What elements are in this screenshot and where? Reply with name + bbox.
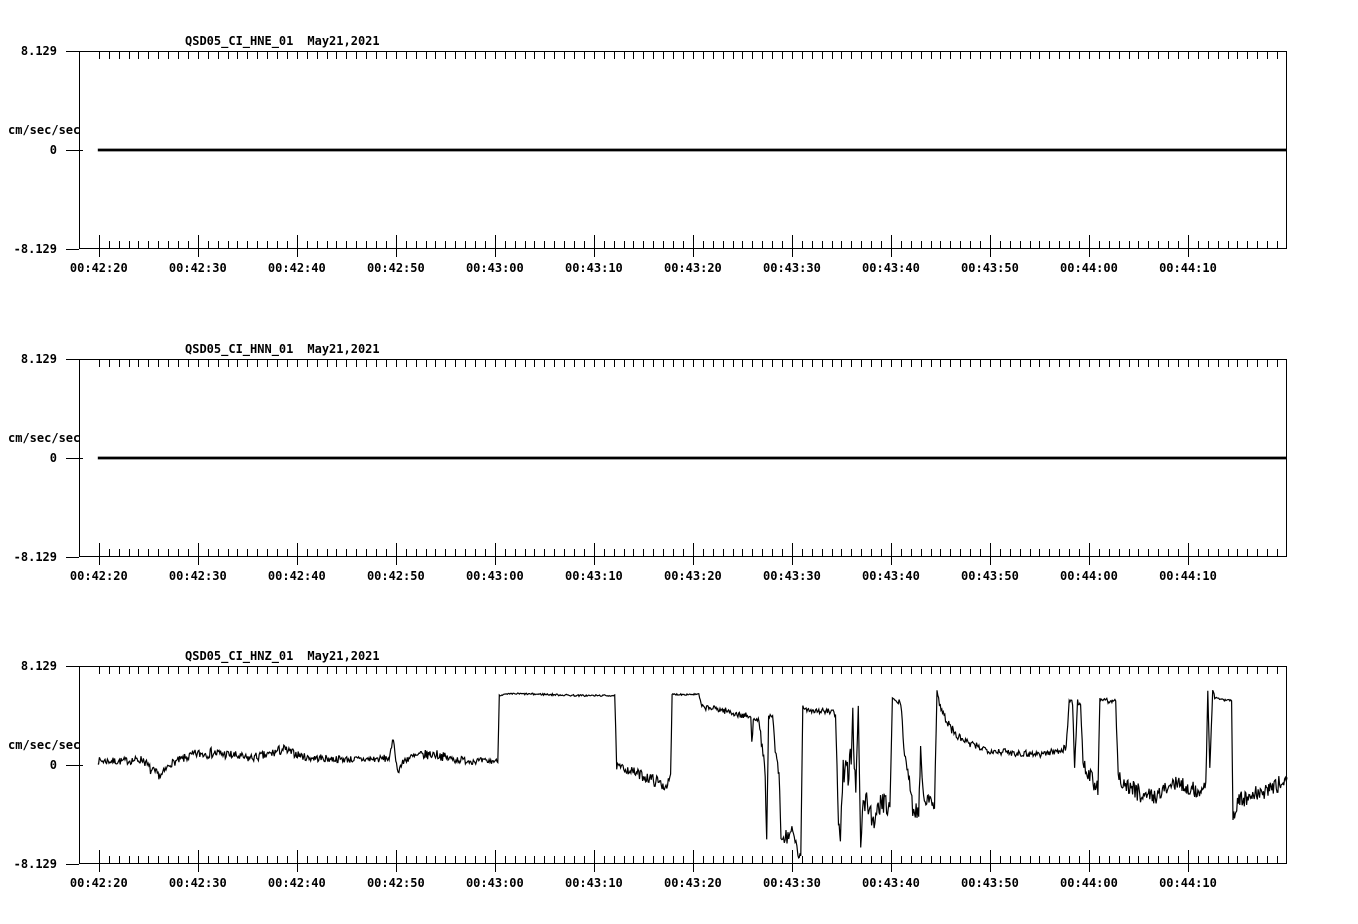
x-tick-label: 00:43:00 [465, 261, 524, 275]
y-axis-zero-label: 0 [49, 451, 57, 465]
x-tick-label: 00:43:10 [564, 569, 623, 583]
x-tick-label: 00:43:20 [663, 876, 722, 890]
x-tick-label: 00:44:10 [1159, 876, 1217, 890]
x-tick-label: 00:43:30 [763, 876, 821, 890]
x-tick-label: 00:42:40 [267, 569, 326, 583]
x-tick-label: 00:43:30 [763, 569, 821, 583]
x-tick-label: 00:43:10 [564, 876, 623, 890]
date-label: May21,2021 [307, 649, 380, 663]
x-tick-label: 00:43:50 [961, 876, 1019, 890]
y-axis-zero-label: 0 [49, 143, 57, 157]
x-tick-label: 00:44:00 [1060, 261, 1118, 275]
y-axis-unit-label: cm/sec/sec [8, 123, 81, 137]
panel-hnz [0, 649, 1358, 890]
x-tick-label: 00:42:50 [366, 876, 425, 890]
x-tick-label: 00:42:20 [69, 876, 128, 890]
x-tick-label: 00:43:00 [465, 569, 524, 583]
x-tick-label: 00:44:10 [1159, 261, 1217, 275]
x-tick-label: 00:43:50 [961, 261, 1019, 275]
x-tick-label: 00:42:20 [69, 261, 128, 275]
x-tick-label: 00:42:50 [366, 261, 425, 275]
panel-hnn [0, 342, 1358, 583]
x-tick-label: 00:43:20 [663, 261, 722, 275]
x-tick-label: 00:43:10 [564, 261, 623, 275]
x-tick-label: 00:43:50 [961, 569, 1019, 583]
x-tick-label: 00:44:00 [1060, 569, 1118, 583]
y-axis-min-label: -8.129 [13, 550, 57, 564]
y-axis-min-label: -8.129 [13, 242, 57, 256]
x-tick-label: 00:42:20 [69, 569, 128, 583]
x-tick-label: 00:43:40 [862, 876, 920, 890]
x-tick-label: 00:42:40 [267, 261, 326, 275]
date-label: May21,2021 [307, 342, 380, 356]
panel-hne-title [185, 34, 380, 48]
station-channel-label: QSD05_CI_HNE_01 [185, 34, 294, 48]
station-channel-label: QSD05_CI_HNZ_01 [185, 649, 294, 663]
y-axis-max-label: 8.129 [20, 659, 57, 673]
y-axis-min-label: -8.129 [13, 857, 57, 871]
x-tick-label: 00:42:30 [168, 569, 227, 583]
panel-hnn-title [185, 342, 380, 356]
y-axis-max-label: 8.129 [20, 352, 57, 366]
y-axis-unit-label: cm/sec/sec [8, 431, 81, 445]
x-tick-label: 00:43:20 [663, 569, 722, 583]
panel-hne [0, 34, 1358, 275]
x-tick-label: 00:43:40 [862, 261, 920, 275]
panel-hnz-title [185, 649, 380, 663]
x-tick-label: 00:42:30 [168, 876, 227, 890]
x-tick-label: 00:43:40 [862, 569, 920, 583]
x-tick-label: 00:43:30 [763, 261, 821, 275]
y-axis-zero-label: 0 [49, 758, 57, 772]
x-tick-label: 00:44:10 [1159, 569, 1217, 583]
station-channel-label: QSD05_CI_HNN_01 [185, 342, 294, 356]
y-axis-max-label: 8.129 [20, 44, 57, 58]
x-tick-label: 00:42:30 [168, 261, 227, 275]
x-tick-label: 00:42:50 [366, 569, 425, 583]
y-axis-unit-label: cm/sec/sec [8, 738, 81, 752]
x-tick-label: 00:42:40 [267, 876, 326, 890]
x-tick-label: 00:43:00 [465, 876, 524, 890]
date-label: May21,2021 [307, 34, 380, 48]
x-tick-label: 00:44:00 [1060, 876, 1118, 890]
